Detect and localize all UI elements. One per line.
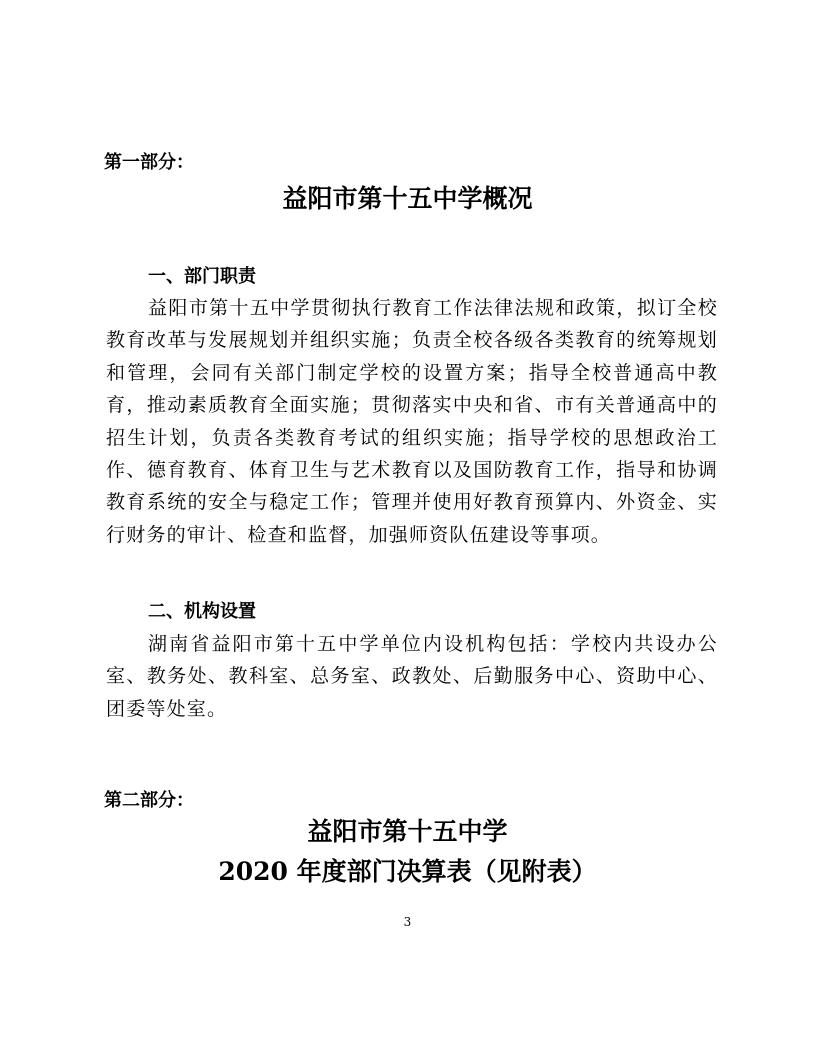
part2-label: 第二部分： — [104, 790, 194, 811]
section1-heading: 一、部门职责 — [148, 266, 256, 287]
section2-body: 湖南省益阳市第十五中学单位内设机构包括：学校内共设办公室、教务处、教科室、总务室、政教处、后勤服务中心、资助中心、团委等处室。 — [106, 633, 718, 720]
part2-title-line2: 2020 年度部门决算表（见附表） — [218, 857, 597, 886]
page-number: 3 — [403, 915, 412, 929]
part1-label: 第一部分： — [104, 152, 194, 173]
section2-heading: 二、机构设置 — [148, 601, 256, 622]
part2-title-line1: 益阳市第十五中学 — [307, 817, 508, 846]
part1-title: 益阳市第十五中学概况 — [282, 184, 533, 213]
section1-body: 益阳市第十五中学贯彻执行教育工作法律法规和政策，拟订全校教育改革与发展规划并组织实施；负责全校各级各类教育的统筹规划和管理，会同有关部门制定学校的设置方案；指导全校普通高中教育，推动素质教育全面实施；贯彻落实中央和省、市有关普通高中的招生计划，负责各类教育考试的组织实施；指导学校的思想政治工作、德育教育、体育卫生与艺术教育以及国防教育工作，指导和协调教育系统的安全与稳定工作；管理并使用好教育预算内、外资金、实行财务的审计、检查和监督，加强师资队伍建设等事项。 — [106, 297, 718, 546]
